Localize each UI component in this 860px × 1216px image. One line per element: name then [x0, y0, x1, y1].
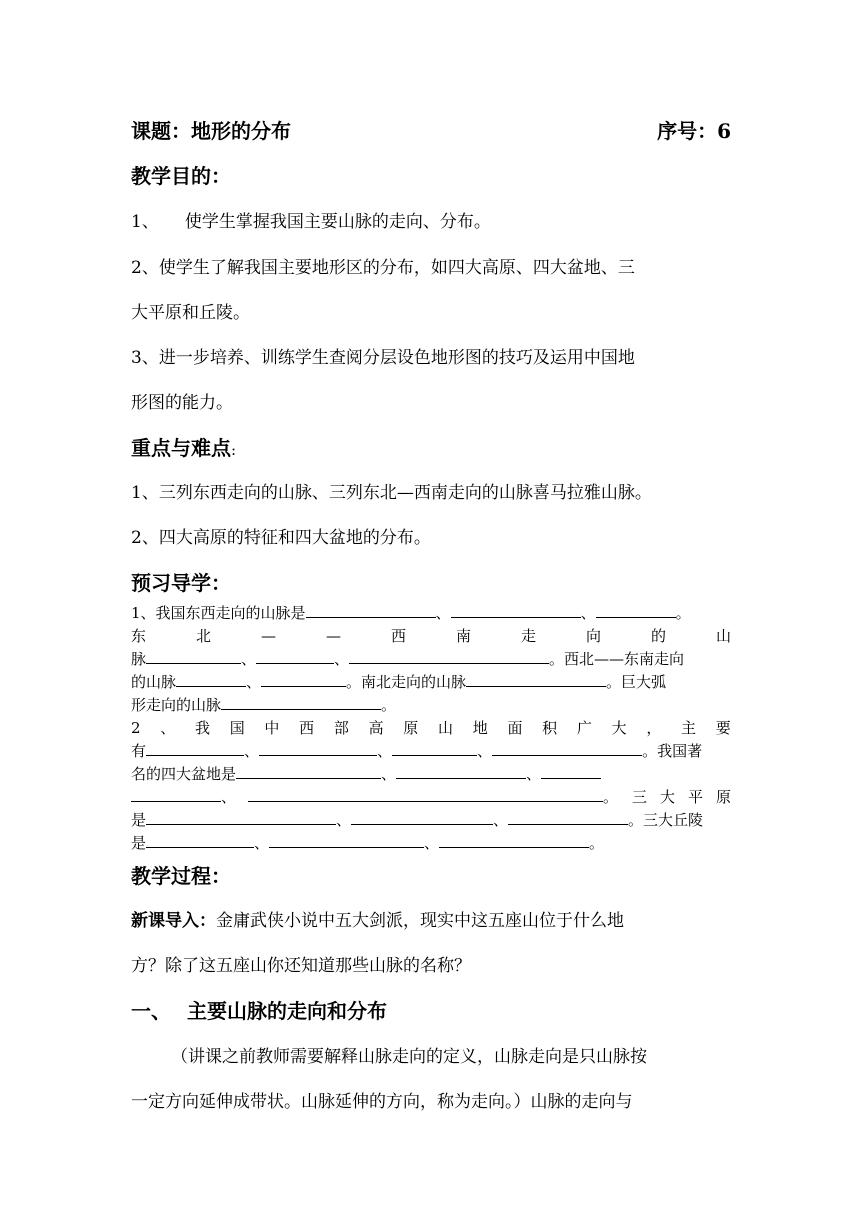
- title-row: [131, 115, 731, 144]
- blank[interactable]: [508, 810, 628, 825]
- blank[interactable]: [146, 833, 254, 848]
- blank[interactable]: [492, 741, 642, 756]
- objective-2-line1: 2、使学生了解我国主要地形区的分布，如四大高原、四大盆地、三: [131, 258, 635, 278]
- objective-2-line2: 大平原和丘陵。: [131, 303, 250, 323]
- preview-heading: 预习导学：: [131, 571, 231, 595]
- preview-q1-line1: 1、我国东西走向的山脉是 、 、 。: [131, 604, 691, 622]
- blank[interactable]: [439, 833, 589, 848]
- blank[interactable]: [269, 833, 424, 848]
- preview-q2-line4: 、 。 三 大 平 原: [131, 786, 731, 809]
- keypoint-2: 2、四大高原的特征和四大盆地的分布。: [131, 528, 431, 548]
- blank[interactable]: [146, 810, 336, 825]
- preview-q2-line3: 名的四大盆地是 、 、: [131, 763, 731, 786]
- section1-para-line2: 一定方向延伸成带状。山脉延伸的方向，称为走向。）山脉的走向与: [131, 1092, 633, 1112]
- objective-1: 1、 使学生掌握我国主要山脉的走向、分布。: [131, 212, 491, 232]
- blank[interactable]: [596, 603, 676, 618]
- blank[interactable]: [392, 741, 477, 756]
- keypoints-heading: 重点与难点:: [131, 436, 237, 460]
- blank[interactable]: [146, 649, 241, 664]
- blank[interactable]: [261, 672, 346, 687]
- keypoint-1: 1、三列东西走向的山脉、三列东北—西南走向的山脉喜马拉雅山脉。: [131, 483, 652, 503]
- preview-q2-line2: 有 、 、 、 。我国著: [131, 742, 703, 760]
- intro-line2: 方？除了这五座山你还知道那些山脉的名称？: [131, 956, 471, 976]
- blank[interactable]: [451, 603, 581, 618]
- objectives-heading: 教学目的：: [131, 164, 231, 188]
- preview-q1-line5: 形走向的山脉 。: [131, 696, 397, 714]
- blank[interactable]: [248, 787, 603, 802]
- blank[interactable]: [351, 810, 493, 825]
- blank[interactable]: [349, 649, 549, 664]
- blank[interactable]: [221, 695, 381, 710]
- blank[interactable]: [146, 741, 244, 756]
- objective-3-line1: 3、进一步培养、训练学生查阅分层设色地形图的技巧及运用中国地: [131, 348, 635, 368]
- blank[interactable]: [176, 672, 246, 687]
- preview-q1-line4: 的山脉 、 。南北走向的山脉 。巨大弧: [131, 673, 667, 691]
- blank[interactable]: [259, 741, 377, 756]
- preview-q1-line3: 脉 、 、 。西北——东南走向: [131, 650, 685, 668]
- blank[interactable]: [236, 764, 381, 779]
- blank[interactable]: [541, 764, 601, 779]
- blank[interactable]: [256, 649, 334, 664]
- blank[interactable]: [466, 672, 606, 687]
- section1-para-line1: （讲课之前教师需要解释山脉走向的定义，山脉走向是只山脉按: [171, 1047, 647, 1067]
- preview-q2-line5: 是 、 、 。三大丘陵: [131, 811, 704, 829]
- serial-number: 序号：6: [657, 119, 731, 143]
- intro-line1: 新课导入：金庸武侠小说中五大剑派，现实中这五座山位于什么地: [131, 911, 624, 931]
- objective-3-line2: 形图的能力。: [131, 393, 233, 413]
- preview-q1-line2: 东 北 — — 西 南 走 向 的 山: [131, 627, 731, 645]
- process-heading: 教学过程：: [131, 864, 231, 888]
- blank[interactable]: [396, 764, 526, 779]
- preview-q2-line1: 2 、 我 国 中 西 部 高 原 山 地 面 积 广 大 ， 主 要: [131, 719, 731, 737]
- blank[interactable]: [131, 787, 221, 802]
- preview-q2-line6: 是 、 、 。: [131, 834, 605, 852]
- section1-heading: 一、 主要山脉的走向和分布: [131, 999, 387, 1023]
- blank[interactable]: [306, 603, 436, 618]
- topic-title: 课题：地形的分布: [131, 119, 291, 143]
